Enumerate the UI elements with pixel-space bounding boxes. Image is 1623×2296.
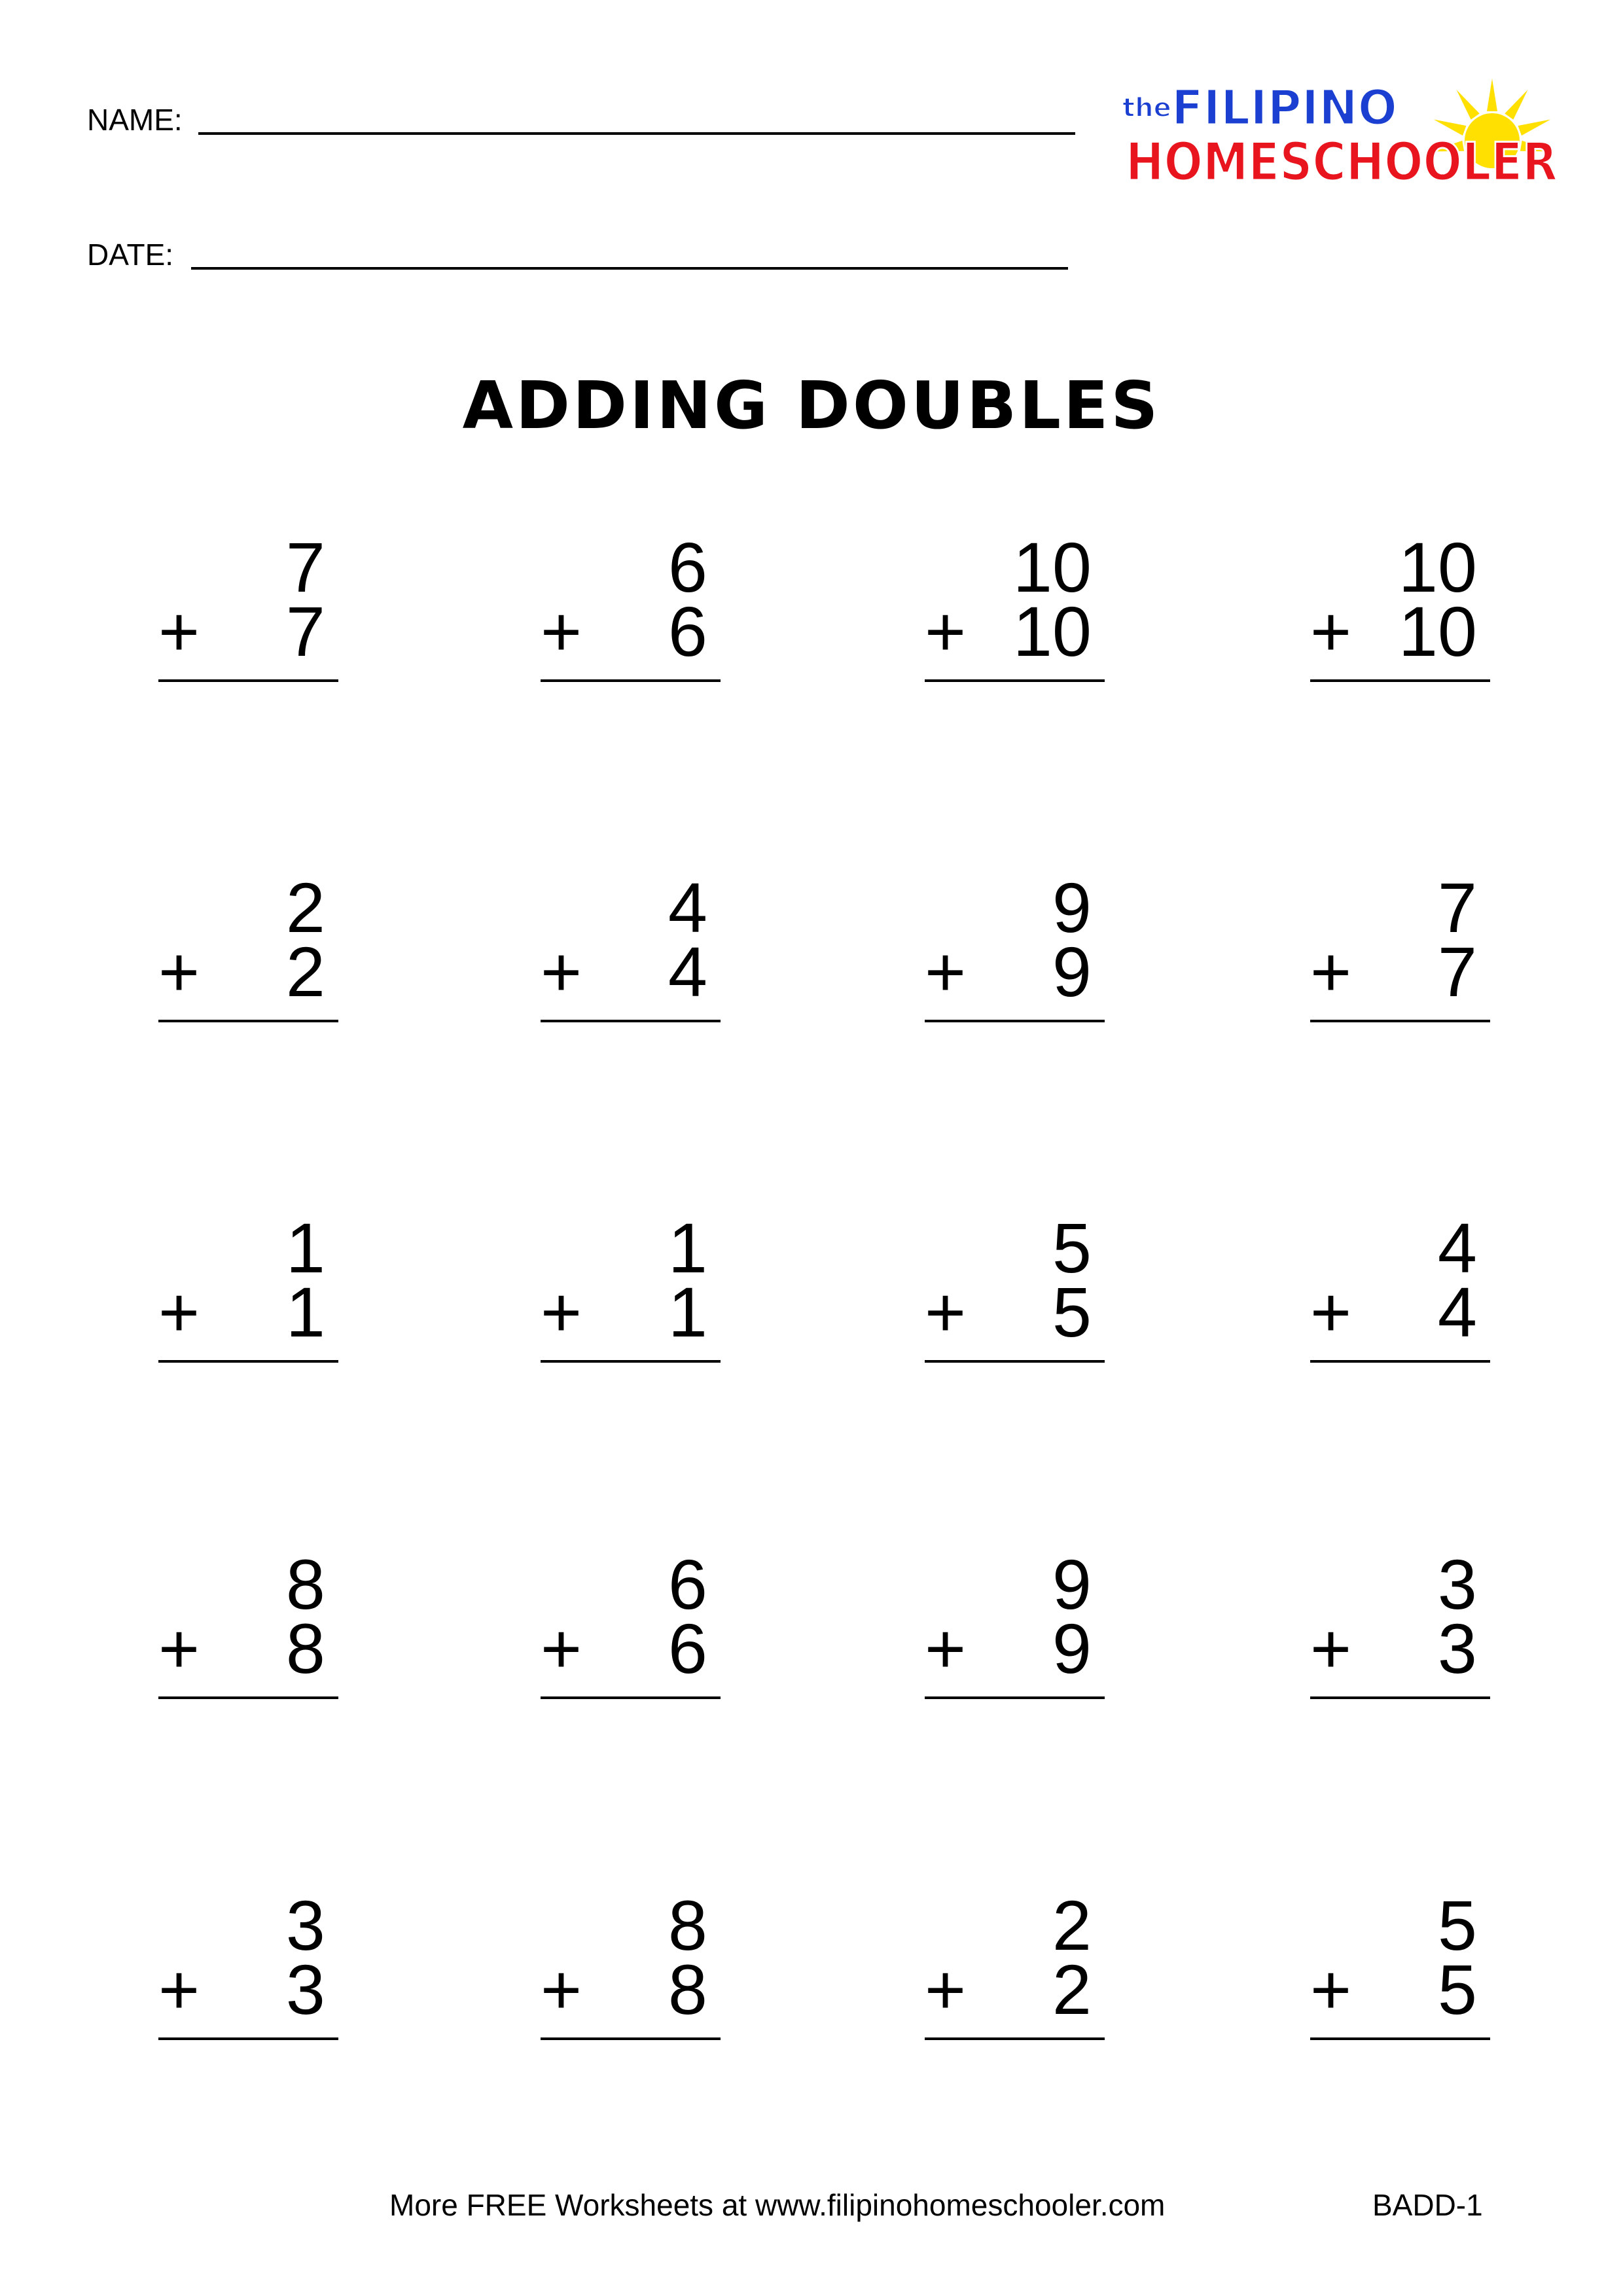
plus-sign: + <box>925 932 967 1011</box>
addition-problem <box>1310 1208 1490 1363</box>
top-addend: 7 <box>1437 868 1477 947</box>
plus-sign: + <box>1310 1609 1352 1688</box>
logo-word-homeschooler: HOMESCHOOLER <box>1126 132 1558 190</box>
worksheet-title: ADDING DOUBLES <box>462 367 1161 444</box>
addition-problem <box>158 1545 338 1700</box>
logo-word-filipino: FILIPINO <box>1171 80 1397 136</box>
top-addend: 8 <box>285 1545 325 1624</box>
answer-line[interactable] <box>158 1696 338 1699</box>
answer-line[interactable] <box>158 1360 338 1363</box>
answer-line[interactable] <box>541 2037 721 2040</box>
top-addend: 1 <box>285 1208 325 1287</box>
addition-problem <box>925 1886 1105 2041</box>
top-addend: 3 <box>1437 1545 1477 1624</box>
addition-problem <box>541 1208 721 1363</box>
bottom-addend: 4 <box>668 932 707 1011</box>
answer-line[interactable] <box>925 1360 1105 1363</box>
addition-problem <box>541 1886 721 2041</box>
plus-sign: + <box>541 1950 582 2029</box>
addition-problem <box>541 1545 721 1700</box>
bottom-addend: 5 <box>1052 1272 1092 1352</box>
bottom-addend: 5 <box>1437 1950 1477 2029</box>
addition-problem <box>925 1208 1105 1363</box>
addition-problem <box>925 1545 1105 1700</box>
answer-line[interactable] <box>541 1696 721 1699</box>
logo-word-the: the <box>1122 93 1171 123</box>
top-addend: 1 <box>668 1208 707 1287</box>
plus-sign: + <box>158 1272 200 1352</box>
addition-problem <box>1310 1545 1490 1700</box>
top-addend: 5 <box>1052 1208 1092 1287</box>
plus-sign: + <box>541 932 582 1011</box>
filipino-homeschooler-logo <box>1116 79 1574 190</box>
answer-line[interactable] <box>541 1360 721 1363</box>
plus-sign: + <box>1310 1950 1352 2029</box>
bottom-addend: 1 <box>285 1272 325 1352</box>
bottom-addend: 7 <box>1437 932 1477 1011</box>
answer-line[interactable] <box>925 679 1105 682</box>
plus-sign: + <box>541 592 582 671</box>
bottom-addend: 6 <box>668 592 707 671</box>
top-addend: 9 <box>1052 1545 1092 1624</box>
plus-sign: + <box>158 592 200 671</box>
plus-sign: + <box>158 932 200 1011</box>
answer-line[interactable] <box>1310 1020 1490 1022</box>
bottom-addend: 1 <box>668 1272 707 1352</box>
plus-sign: + <box>541 1609 582 1688</box>
bottom-addend: 9 <box>1052 932 1092 1011</box>
plus-sign: + <box>925 1272 967 1352</box>
date-label: DATE: <box>87 238 174 272</box>
addition-problem <box>1310 868 1490 1023</box>
bottom-addend: 7 <box>285 592 325 671</box>
bottom-addend: 4 <box>1437 1272 1477 1352</box>
bottom-addend: 8 <box>668 1950 707 2029</box>
top-addend: 7 <box>285 528 325 607</box>
plus-sign: + <box>541 1272 582 1352</box>
top-addend: 8 <box>668 1886 707 1965</box>
addition-problem <box>925 868 1105 1023</box>
plus-sign: + <box>1310 932 1352 1011</box>
bottom-addend: 2 <box>1052 1950 1092 2029</box>
addition-problem <box>1310 1886 1490 2041</box>
bottom-addend: 6 <box>668 1609 707 1688</box>
top-addend: 3 <box>285 1886 325 1965</box>
top-addend: 10 <box>1398 528 1477 607</box>
plus-sign: + <box>1310 1272 1352 1352</box>
answer-line[interactable] <box>1310 2037 1490 2040</box>
addition-problem <box>158 528 338 683</box>
top-addend: 2 <box>1052 1886 1092 1965</box>
top-addend: 4 <box>1437 1208 1477 1287</box>
bottom-addend: 3 <box>1437 1609 1477 1688</box>
answer-line[interactable] <box>925 1696 1105 1699</box>
bottom-addend: 8 <box>285 1609 325 1688</box>
top-addend: 2 <box>285 868 325 947</box>
bottom-addend: 3 <box>285 1950 325 2029</box>
top-addend: 6 <box>668 1545 707 1624</box>
answer-line[interactable] <box>1310 1360 1490 1363</box>
answer-line[interactable] <box>925 1020 1105 1022</box>
answer-line[interactable] <box>1310 1696 1490 1699</box>
top-addend: 4 <box>668 868 707 947</box>
top-addend: 5 <box>1437 1886 1477 1965</box>
answer-line[interactable] <box>158 679 338 682</box>
answer-line[interactable] <box>158 1020 338 1022</box>
bottom-addend: 2 <box>285 932 325 1011</box>
answer-line[interactable] <box>541 679 721 682</box>
addition-problem <box>158 868 338 1023</box>
plus-sign: + <box>925 1950 967 2029</box>
name-label: NAME: <box>87 103 183 137</box>
top-addend: 6 <box>668 528 707 607</box>
answer-line[interactable] <box>158 2037 338 2040</box>
date-field[interactable] <box>191 267 1068 270</box>
addition-problem <box>541 868 721 1023</box>
bottom-addend: 9 <box>1052 1609 1092 1688</box>
bottom-addend: 10 <box>1012 592 1092 671</box>
answer-line[interactable] <box>541 1020 721 1022</box>
addition-problem <box>158 1886 338 2041</box>
name-field[interactable] <box>198 132 1075 135</box>
footer-text: More FREE Worksheets at www.filipinohomeschooler.com <box>389 2188 1166 2222</box>
plus-sign: + <box>1310 592 1352 671</box>
addition-problem <box>541 528 721 683</box>
addition-problem <box>925 528 1105 683</box>
addition-problem <box>1310 528 1490 683</box>
top-addend: 10 <box>1012 528 1092 607</box>
addition-problem <box>158 1208 338 1363</box>
worksheet-code: BADD-1 <box>1372 2188 1483 2222</box>
plus-sign: + <box>158 1950 200 2029</box>
plus-sign: + <box>925 1609 967 1688</box>
answer-line[interactable] <box>925 2037 1105 2040</box>
bottom-addend: 10 <box>1398 592 1477 671</box>
plus-sign: + <box>158 1609 200 1688</box>
answer-line[interactable] <box>1310 679 1490 682</box>
top-addend: 9 <box>1052 868 1092 947</box>
plus-sign: + <box>925 592 967 671</box>
